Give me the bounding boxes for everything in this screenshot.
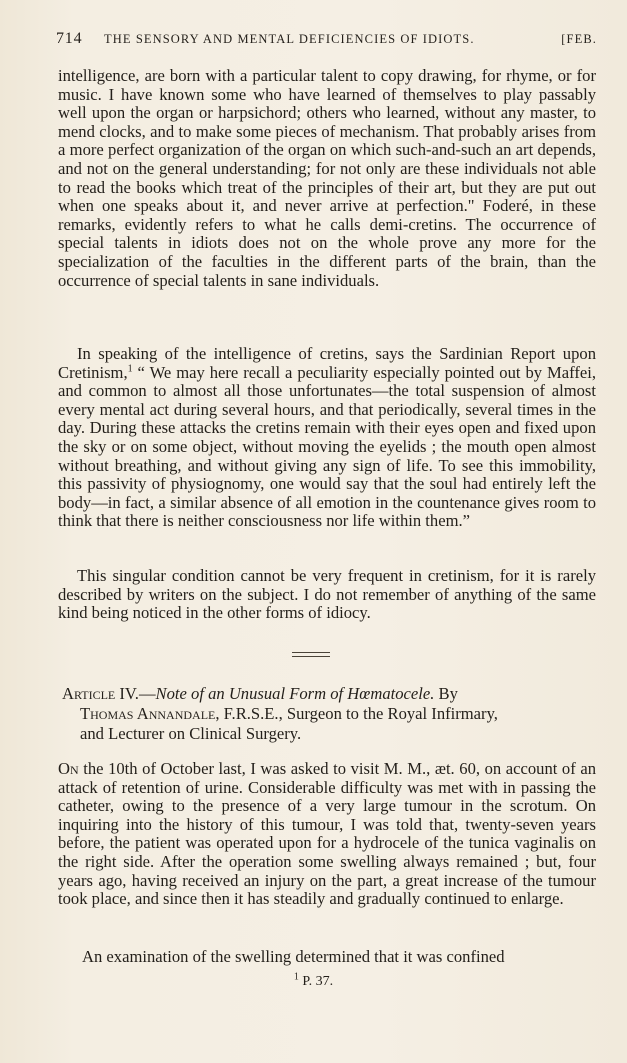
footnote — [0, 971, 627, 990]
paragraph-text: An examination of the swelling determined that it was confined — [82, 947, 505, 966]
opening-word: On — [58, 759, 79, 778]
article-heading — [62, 684, 596, 744]
article-by: By — [434, 684, 458, 703]
article-byline — [62, 704, 596, 724]
article-author: Thomas Annandale, — [80, 704, 220, 723]
paragraph-text-end: “ We may here recall a peculiarity especially pointed out by Maffei, and common to almost all those unfortunates—the total suspension of almost every mental act during several hours, and that periodically, several times in the day. During these attacks the cretins remain with their eyes open and fixed upon the sky or on some object, without moving the eyelids ; the mouth open almost without breathing, and without giving any sign of life. To see this immobility, this passivity of physiognomy, one would say that the soul had entirely left the body—in fact, a similar absence of all emotion in the countenance gives room to think that there is neither consciousness nor life within them.” — [58, 362, 596, 531]
paragraph-text-start: In speaking of the intelligence of cretins, says the Sardinian Report upon Cretinism, — [58, 344, 596, 382]
article-dash: — — [138, 684, 156, 703]
paragraph-case-history — [58, 760, 596, 909]
paragraph-talents — [58, 67, 596, 290]
paragraph-text: the 10th of October last, I was asked to visit M. M., æt. 60, on account of an attack of retention of urine. Considerable difficulty was met with in passing the catheter, owing to the presence of a very large tumour in the scrotum. On inquiring into the history of this tumour, I was told that, twenty-seven years before, the patient was operated upon for a hydrocele of the tunica vaginalis on the right side. After the operation some swelling always remained ; but, four years ago, having received an injury on the part, a great increase of the tumour took place, and since then it has steadily and gradually continued to enlarge. — [58, 759, 596, 909]
paragraph-examination — [58, 948, 596, 967]
footnote-marker: 1 — [293, 971, 299, 983]
running-header — [56, 30, 597, 54]
paragraph-sardinian-report — [58, 345, 596, 531]
footnote-reference[interactable]: 1 — [127, 363, 133, 375]
running-title: THE SENSORY AND MENTAL DEFICIENCIES OF IDIOTS. — [104, 32, 475, 46]
article-author-credentials: F.R.S.E., Surgeon to the Royal Infirmary, — [219, 704, 498, 723]
paragraph-text: This singular condition cannot be very frequent in cretinism, for it is rarely described by writers on the subject. I do not remember of anything of the same kind being noticed in the other forms of idiocy. — [58, 566, 596, 623]
page-number: 714 — [56, 30, 83, 47]
article-label: Article IV. — [62, 684, 139, 703]
article-title: Note of an Unusual Form of Hœmatocele. — [155, 684, 435, 703]
paragraph-text: intelligence, are born with a particular talent to copy drawing, for rhyme, or for music. I have known some who have learned of themselves to play passably well upon the organ or harpsichord; others who learned, without any master, to mend clocks, and to make some pieces of mechanism. That probably arises from a more perfect organization of the organ on which such-and-such an art depends, and not on the general understanding; for not only are these individuals not able to read the books which treat of the principles of their art, but they are put out when one speaks about it, and never arrive at perfection." Foderé, in these remarks, evidently refers to what he calls demi-cretins. The occurrence of special talents in idiots does not on the whole prove any more for the specialization of the faculties in the different parts of the brain, than the occurrence of special talents in sane individuals. — [58, 66, 596, 290]
running-month: [FEB. — [561, 32, 597, 46]
article-affiliation: and Lecturer on Clinical Surgery. — [80, 724, 302, 743]
footnote-text: P. 37. — [298, 974, 334, 989]
section-divider — [292, 652, 330, 657]
paragraph-singular-condition — [58, 567, 596, 623]
